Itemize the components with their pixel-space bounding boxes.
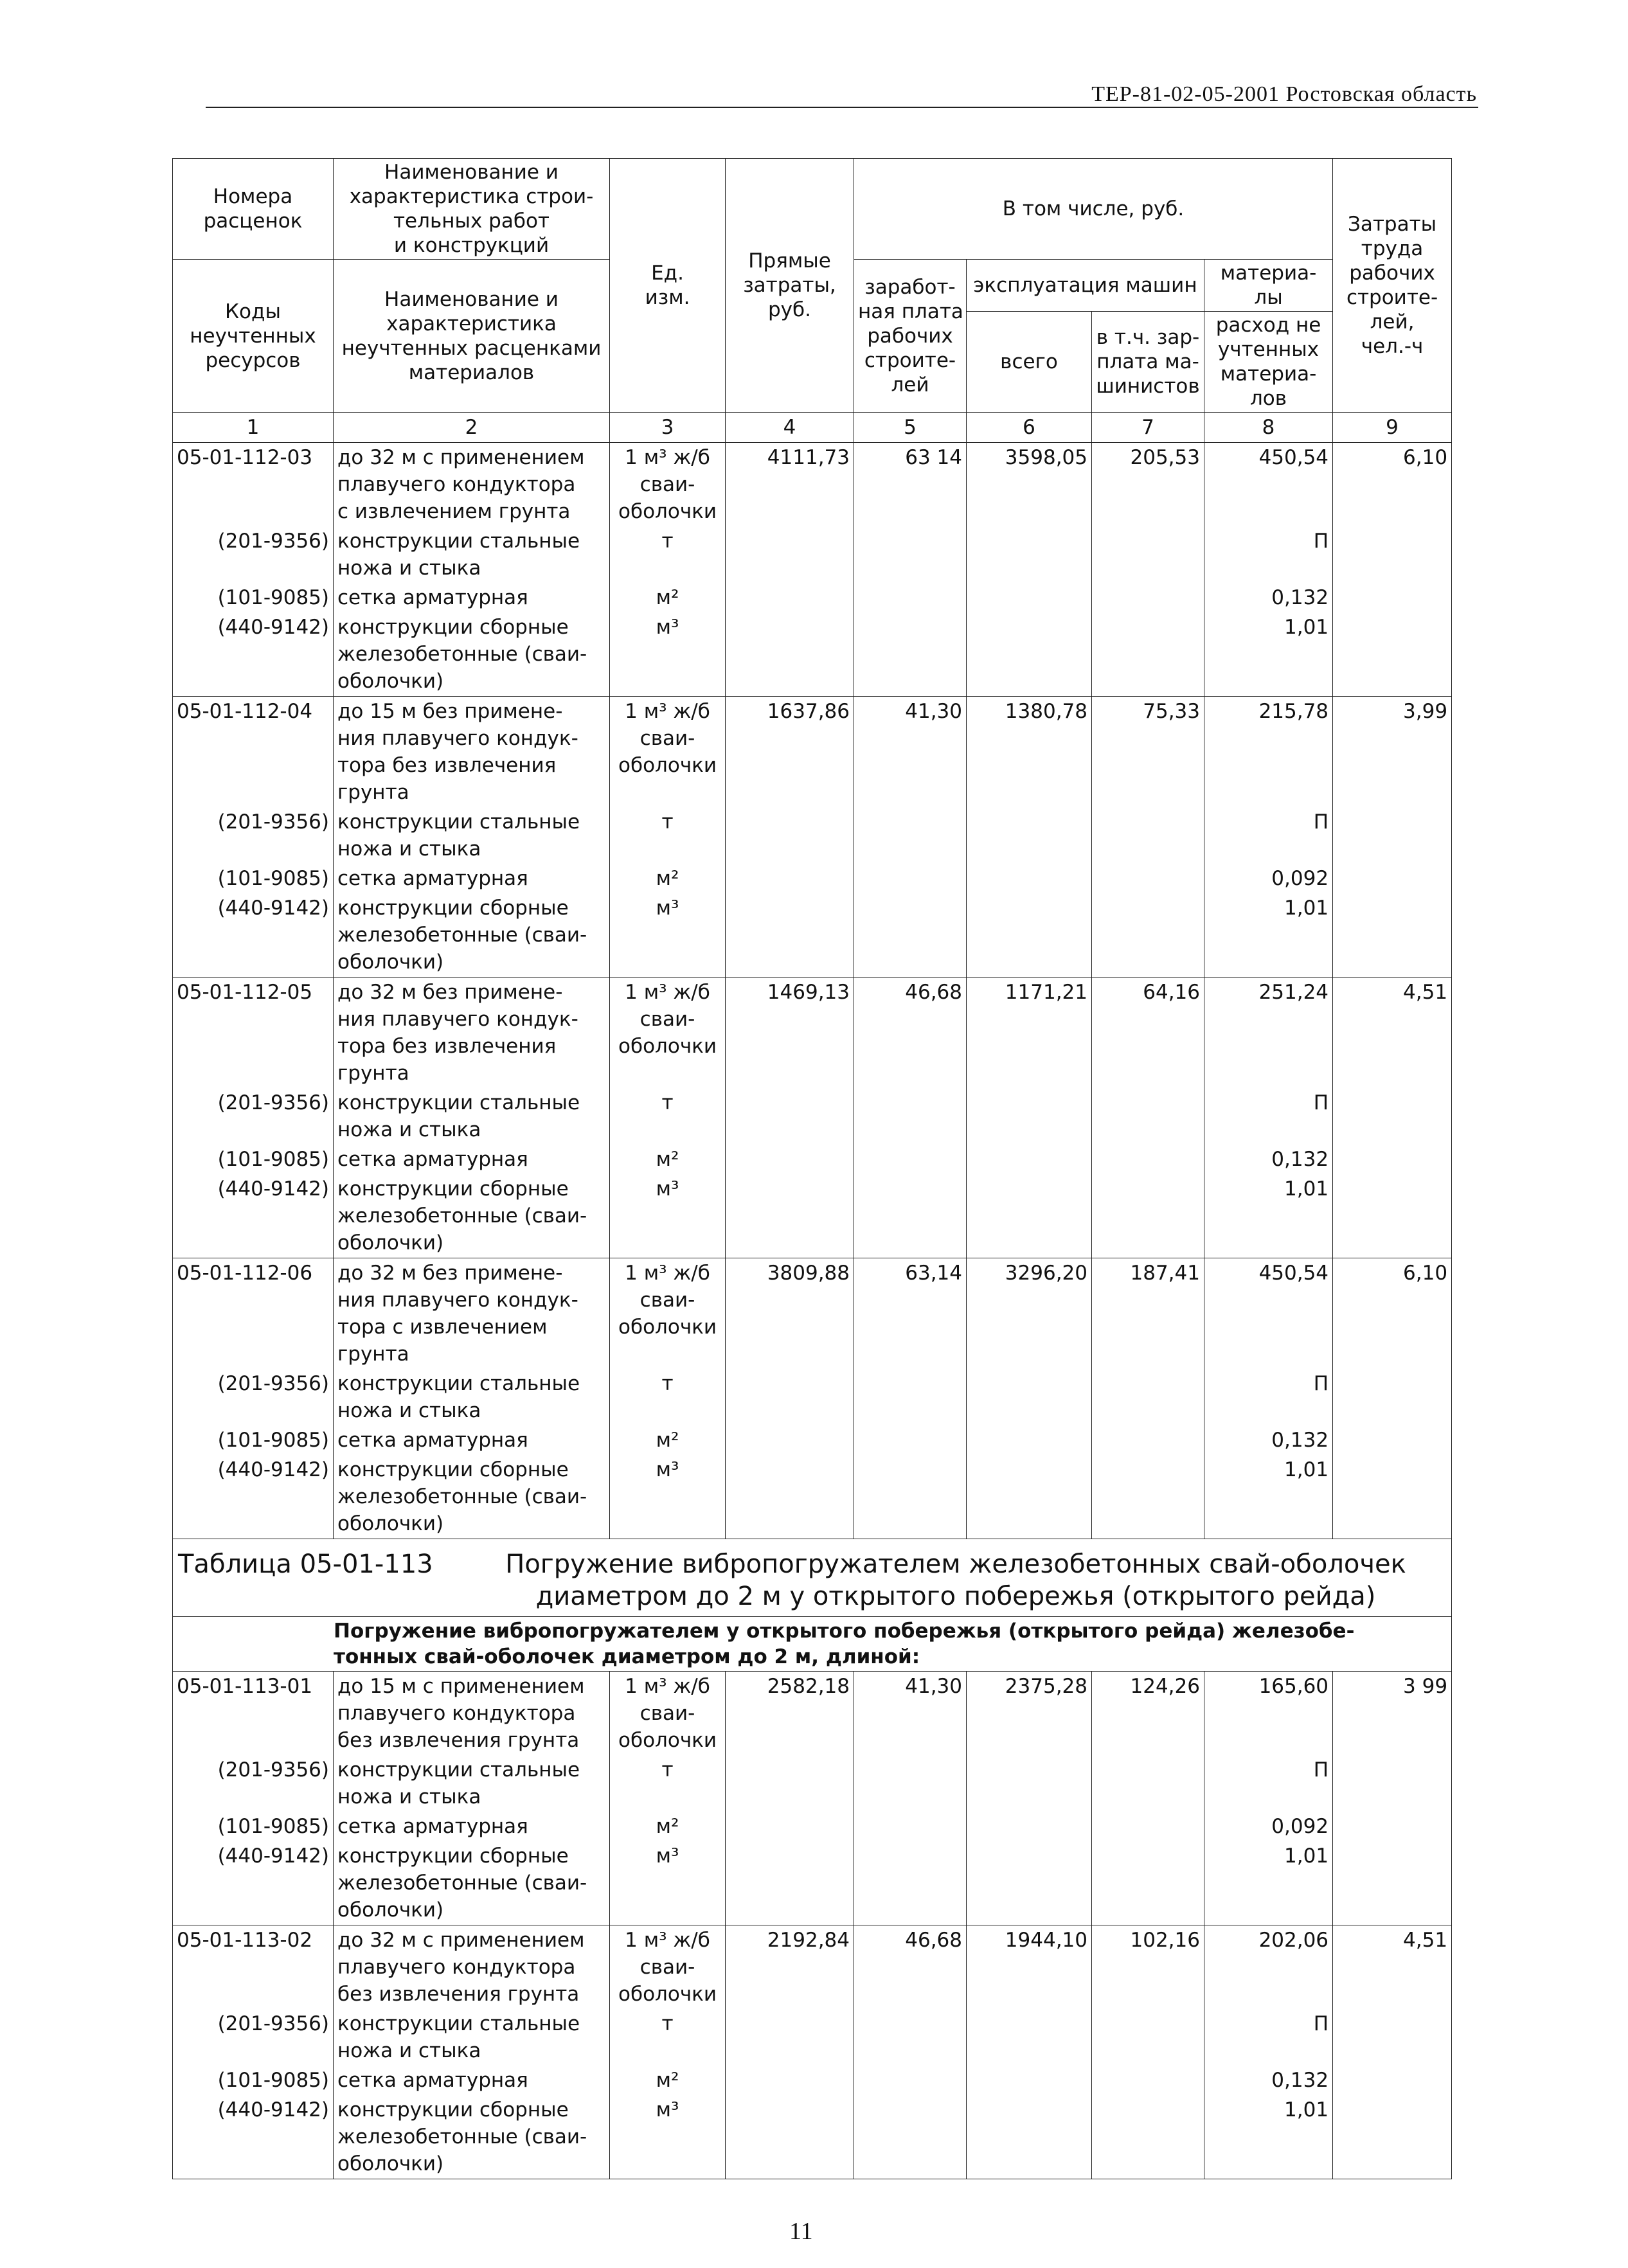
rates-table [172,158,1452,2179]
rate-code-cell: 05-01-112-04 [173,697,334,808]
rate-code-cell: 05-01-112-03 [173,443,334,527]
rate-code-cell: (101-9085) [173,583,334,612]
unit-cell: м² [610,2066,726,2095]
wage-cell [854,1812,967,1841]
labor-costs-cell [1333,1369,1452,1425]
column-number: 4 [726,413,854,443]
materials-cell: 1,01 [1204,1841,1333,1925]
labor-costs-cell: 6,10 [1333,443,1452,527]
machines-total-cell [967,1369,1092,1425]
column-number: 3 [610,413,726,443]
wage-cell [854,2095,967,2179]
header-work-name: Наименование и характеристика строи- тельных работ и конструкций [334,159,610,260]
rates-document [172,158,1451,2179]
labor-costs-cell: 3,99 [1333,697,1452,808]
work-name-cell: конструкции стальные ножа и стыка [334,526,610,583]
header-unaccounted-materials: расход не учтенных материа- лов [1204,312,1333,413]
resource-row [173,583,1452,612]
machinists-wage-cell [1092,1455,1204,1539]
machines-total-cell [967,526,1092,583]
direct-costs-cell [726,1425,854,1455]
machinists-wage-cell [1092,583,1204,612]
unit-cell: 1 м³ ж/б сваи- оболочки [610,697,726,808]
resource-row [173,1841,1452,1925]
unit-cell: 1 м³ ж/б сваи- оболочки [610,1258,726,1370]
wage-cell [854,864,967,893]
work-name-cell: сетка арматурная [334,1812,610,1841]
direct-costs-cell [726,1812,854,1841]
wage-cell [854,807,967,864]
rate-code-cell: (201-9356) [173,526,334,583]
machinists-wage-cell [1092,1425,1204,1455]
rate-code-cell: (201-9356) [173,807,334,864]
direct-costs-cell [726,583,854,612]
direct-costs-cell: 1637,86 [726,697,854,808]
column-number: 6 [967,413,1092,443]
wage-cell: 41,30 [854,697,967,808]
resource-row [173,864,1452,893]
wage-cell [854,1088,967,1145]
work-name-cell: сетка арматурная [334,2066,610,2095]
unit-cell: м³ [610,2095,726,2179]
direct-costs-cell: 2192,84 [726,1925,854,2010]
rate-code-cell: (440-9142) [173,1841,334,1925]
machinists-wage-cell [1092,864,1204,893]
wage-cell [854,2066,967,2095]
labor-costs-cell [1333,864,1452,893]
resource-row [173,1174,1452,1258]
labor-costs-cell [1333,1812,1452,1841]
machinists-wage-cell [1092,1812,1204,1841]
machines-total-cell [967,1088,1092,1145]
work-name-cell: сетка арматурная [334,583,610,612]
unit-cell: м³ [610,1455,726,1539]
unit-cell: т [610,1755,726,1812]
materials-cell: П [1204,1369,1333,1425]
table-title [173,1539,1452,1617]
direct-costs-cell: 3809,88 [726,1258,854,1370]
table-body-113 [173,1672,1452,2179]
materials-cell: П [1204,526,1333,583]
work-name-cell: конструкции сборные железобетонные (сваи- оболочки) [334,1841,610,1925]
work-name-cell: до 32 м с применением плавучего кондуктора без извлечения грунта [334,1925,610,2010]
wage-cell [854,1755,967,1812]
labor-costs-cell [1333,2009,1452,2066]
work-name-cell: конструкции сборные железобетонные (сваи- оболочки) [334,1174,610,1258]
machinists-wage-cell [1092,1088,1204,1145]
labor-costs-cell [1333,1755,1452,1812]
materials-cell: 0,132 [1204,2066,1333,2095]
machines-total-cell [967,612,1092,697]
machinists-wage-cell [1092,1841,1204,1925]
labor-costs-cell [1333,1145,1452,1174]
header-wage: заработ- ная плата рабочих строите- лей [854,260,967,413]
rate-row [173,1672,1452,1756]
work-name-cell: конструкции стальные ножа и стыка [334,807,610,864]
rate-row [173,443,1452,527]
unit-cell: м³ [610,893,726,978]
labor-costs-cell [1333,2095,1452,2179]
rate-code-cell: (440-9142) [173,2095,334,2179]
machinists-wage-cell: 187,41 [1092,1258,1204,1370]
unit-cell: 1 м³ ж/б сваи- оболочки [610,978,726,1089]
rate-code-cell: 05-01-113-02 [173,1925,334,2010]
resource-row [173,2095,1452,2179]
unit-cell: т [610,1369,726,1425]
column-number: 8 [1204,413,1333,443]
materials-cell: 0,092 [1204,864,1333,893]
direct-costs-cell [726,1841,854,1925]
direct-costs-cell [726,2095,854,2179]
machines-total-cell: 3598,05 [967,443,1092,527]
column-number: 2 [334,413,610,443]
table-body-112 [173,443,1452,1539]
work-name-cell: конструкции сборные железобетонные (сваи- оболочки) [334,893,610,978]
rate-code-cell: (440-9142) [173,1455,334,1539]
labor-costs-cell: 4,51 [1333,978,1452,1089]
labor-costs-cell [1333,1841,1452,1925]
header-machines: эксплуатация машин [967,260,1204,312]
header-unit: Ед. изм. [610,159,726,413]
machinists-wage-cell [1092,2009,1204,2066]
rate-code-cell: (101-9085) [173,1145,334,1174]
table-title-section [173,1539,1452,1672]
direct-costs-cell [726,612,854,697]
work-name-cell: конструкции стальные ножа и стыка [334,2009,610,2066]
labor-costs-cell: 3 99 [1333,1672,1452,1756]
direct-costs-cell [726,1455,854,1539]
materials-cell: П [1204,807,1333,864]
materials-cell: 1,01 [1204,1455,1333,1539]
rate-row [173,697,1452,808]
materials-cell: 1,01 [1204,612,1333,697]
labor-costs-cell [1333,612,1452,697]
wage-cell [854,1455,967,1539]
wage-cell: 46,68 [854,978,967,1089]
machinists-wage-cell: 75,33 [1092,697,1204,808]
header-materials: материа- лы [1204,260,1333,312]
header-labor-costs: Затраты труда рабочих строите- лей, чел.-ч [1333,159,1452,413]
rate-code-cell: (440-9142) [173,1174,334,1258]
unit-cell: т [610,2009,726,2066]
machines-total-cell [967,1812,1092,1841]
direct-costs-cell [726,1755,854,1812]
header-direct-costs: Прямые затраты, руб. [726,159,854,413]
resource-row [173,2009,1452,2066]
labor-costs-cell [1333,807,1452,864]
work-name-cell: сетка арматурная [334,864,610,893]
materials-cell: 1,01 [1204,893,1333,978]
direct-costs-cell: 2582,18 [726,1672,854,1756]
unit-cell: м² [610,864,726,893]
labor-costs-cell [1333,526,1452,583]
materials-cell: 0,132 [1204,1425,1333,1455]
resource-row [173,1812,1452,1841]
wage-cell [854,583,967,612]
column-number: 9 [1333,413,1452,443]
labor-costs-cell [1333,1088,1452,1145]
machines-total-cell [967,2009,1092,2066]
resource-row [173,612,1452,697]
materials-cell: 1,01 [1204,2095,1333,2179]
rate-row [173,1258,1452,1370]
machinists-wage-cell [1092,2095,1204,2179]
unit-cell: м³ [610,1841,726,1925]
column-number: 5 [854,413,967,443]
direct-costs-cell [726,893,854,978]
machinists-wage-cell [1092,2066,1204,2095]
rate-code-cell: (101-9085) [173,1425,334,1455]
materials-cell: П [1204,2009,1333,2066]
machines-total-cell: 2375,28 [967,1672,1092,1756]
machines-total-cell [967,1455,1092,1539]
labor-costs-cell: 4,51 [1333,1925,1452,2010]
materials-cell: 165,60 [1204,1672,1333,1756]
direct-costs-cell [726,2009,854,2066]
materials-cell: 0,092 [1204,1812,1333,1841]
unit-cell: 1 м³ ж/б сваи- оболочки [610,1672,726,1756]
machines-total-cell: 1380,78 [967,697,1092,808]
rate-code-cell: (201-9356) [173,1369,334,1425]
work-name-cell: конструкции стальные ножа и стыка [334,1755,610,1812]
wage-cell [854,612,967,697]
table-title-label: Таблица 05-01-113 [178,1549,433,1579]
unit-cell: 1 м³ ж/б сваи- оболочки [610,1925,726,2010]
rate-code-cell: (440-9142) [173,893,334,978]
resource-row [173,1145,1452,1174]
rate-code-cell: 05-01-112-06 [173,1258,334,1370]
document-reference: ТЕР-81-02-05-2001 Ростовская область [1091,82,1477,106]
machinists-wage-cell [1092,1369,1204,1425]
unit-cell: м² [610,1812,726,1841]
resource-row [173,807,1452,864]
machines-total-cell [967,1755,1092,1812]
unit-cell: т [610,526,726,583]
direct-costs-cell [726,2066,854,2095]
machines-total-cell [967,1841,1092,1925]
work-name-cell: конструкции стальные ножа и стыка [334,1088,610,1145]
resource-row [173,1425,1452,1455]
machinists-wage-cell: 64,16 [1092,978,1204,1089]
rate-code-cell: 05-01-112-05 [173,978,334,1089]
rate-row [173,978,1452,1089]
rate-code-cell: (101-9085) [173,2066,334,2095]
work-name-cell: до 32 м без примене- ния плавучего кондук- тора с извлечением грунта [334,1258,610,1370]
rate-code-cell: 05-01-113-01 [173,1672,334,1756]
machinists-wage-cell [1092,1755,1204,1812]
unit-cell: м² [610,1145,726,1174]
materials-cell: 450,54 [1204,443,1333,527]
materials-cell: П [1204,1755,1333,1812]
machinists-wage-cell: 205,53 [1092,443,1204,527]
machines-total-cell [967,893,1092,978]
rate-code-cell: (201-9356) [173,1755,334,1812]
machines-total-cell: 3296,20 [967,1258,1092,1370]
machinists-wage-cell: 102,16 [1092,1925,1204,2010]
unit-cell: м³ [610,1174,726,1258]
materials-cell: 0,132 [1204,583,1333,612]
machines-total-cell [967,1145,1092,1174]
resource-row [173,526,1452,583]
work-name-cell: до 15 м без примене- ния плавучего кондук- тора без извлечения грунта [334,697,610,808]
header-machines-total: всего [967,312,1092,413]
machinists-wage-cell [1092,807,1204,864]
machines-total-cell [967,2095,1092,2179]
work-name-cell: до 15 м с применением плавучего кондуктора без извлечения грунта [334,1672,610,1756]
work-name-cell: конструкции сборные железобетонные (сваи- оболочки) [334,1455,610,1539]
header-rate-numbers: Номера расценок [173,159,334,260]
work-name-cell: конструкции стальные ножа и стыка [334,1369,610,1425]
wage-cell [854,526,967,583]
rate-code-cell: (101-9085) [173,864,334,893]
direct-costs-cell [726,1174,854,1258]
wage-cell [854,893,967,978]
unit-cell: м³ [610,612,726,697]
direct-costs-cell [726,864,854,893]
wage-cell [854,1174,967,1258]
machines-total-cell: 1171,21 [967,978,1092,1089]
header-resource-codes: Коды неучтенных ресурсов [173,260,334,413]
labor-costs-cell [1333,2066,1452,2095]
rate-row [173,1925,1452,2010]
materials-cell: 450,54 [1204,1258,1333,1370]
resource-row [173,2066,1452,2095]
header-machinists-wage: в т.ч. зар- плата ма- шинистов [1092,312,1204,413]
wage-cell: 63,14 [854,1258,967,1370]
direct-costs-cell [726,1088,854,1145]
table-header [173,159,1452,443]
labor-costs-cell [1333,1174,1452,1258]
direct-costs-cell [726,1145,854,1174]
unit-cell: м² [610,1425,726,1455]
machinists-wage-cell [1092,612,1204,697]
wage-cell: 41,30 [854,1672,967,1756]
column-number: 1 [173,413,334,443]
wage-cell [854,2009,967,2066]
machinists-wage-cell [1092,1174,1204,1258]
direct-costs-cell [726,1369,854,1425]
direct-costs-cell: 1469,13 [726,978,854,1089]
resource-row [173,1755,1452,1812]
direct-costs-cell [726,526,854,583]
column-number: 7 [1092,413,1204,443]
machines-total-cell [967,1174,1092,1258]
machines-total-cell [967,1425,1092,1455]
work-name-cell: сетка арматурная [334,1425,610,1455]
unit-cell: т [610,807,726,864]
rate-code-cell: (201-9356) [173,2009,334,2066]
work-name-cell: до 32 м с применением плавучего кондуктора с извлечением грунта [334,443,610,527]
wage-cell: 63 14 [854,443,967,527]
rate-code-cell: (440-9142) [173,612,334,697]
rate-code-cell: (101-9085) [173,1812,334,1841]
unit-cell: м² [610,583,726,612]
rate-code-cell: (201-9356) [173,1088,334,1145]
wage-cell [854,1369,967,1425]
machines-total-cell [967,807,1092,864]
header-including: В том числе, руб. [854,159,1333,260]
wage-cell [854,1841,967,1925]
labor-costs-cell [1333,1455,1452,1539]
direct-costs-cell [726,807,854,864]
work-name-cell: сетка арматурная [334,1145,610,1174]
table-subcaption: Погружение вибропогружателем у открытого побережья (открытого рейда) железобе- тонных свай-оболочек диаметром до 2 м, длиной: [173,1617,1452,1672]
machines-total-cell: 1944,10 [967,1925,1092,2010]
resource-row [173,1088,1452,1145]
materials-cell: П [1204,1088,1333,1145]
materials-cell: 251,24 [1204,978,1333,1089]
work-name-cell: до 32 м без примене- ния плавучего кондук- тора без извлечения грунта [334,978,610,1089]
work-name-cell: конструкции сборные железобетонные (сваи- оболочки) [334,612,610,697]
wage-cell: 46,68 [854,1925,967,2010]
wage-cell [854,1145,967,1174]
wage-cell [854,1425,967,1455]
materials-cell: 202,06 [1204,1925,1333,2010]
machinists-wage-cell [1092,1145,1204,1174]
header-rule [206,107,1478,108]
table-title-text: Погружение вибропогружателем железобетонных свай-оболочек диаметром до 2 м у открытого побережья (открытого рейда) [505,1549,1406,1611]
machines-total-cell [967,864,1092,893]
header-material-name: Наименование и характеристика неучтенных расценками материалов [334,260,610,413]
unit-cell: 1 м³ ж/б сваи- оболочки [610,443,726,527]
resource-row [173,893,1452,978]
labor-costs-cell [1333,893,1452,978]
unit-cell: т [610,1088,726,1145]
resource-row [173,1455,1452,1539]
materials-cell: 1,01 [1204,1174,1333,1258]
machines-total-cell [967,2066,1092,2095]
materials-cell: 215,78 [1204,697,1333,808]
resource-row [173,1369,1452,1425]
work-name-cell: конструкции сборные железобетонные (сваи- оболочки) [334,2095,610,2179]
labor-costs-cell [1333,1425,1452,1455]
column-numbers-row [173,413,1452,443]
machines-total-cell [967,583,1092,612]
labor-costs-cell: 6,10 [1333,1258,1452,1370]
machinists-wage-cell [1092,526,1204,583]
materials-cell: 0,132 [1204,1145,1333,1174]
direct-costs-cell: 4111,73 [726,443,854,527]
machinists-wage-cell: 124,26 [1092,1672,1204,1756]
machinists-wage-cell [1092,893,1204,978]
page-number: 11 [789,2218,813,2245]
labor-costs-cell [1333,583,1452,612]
